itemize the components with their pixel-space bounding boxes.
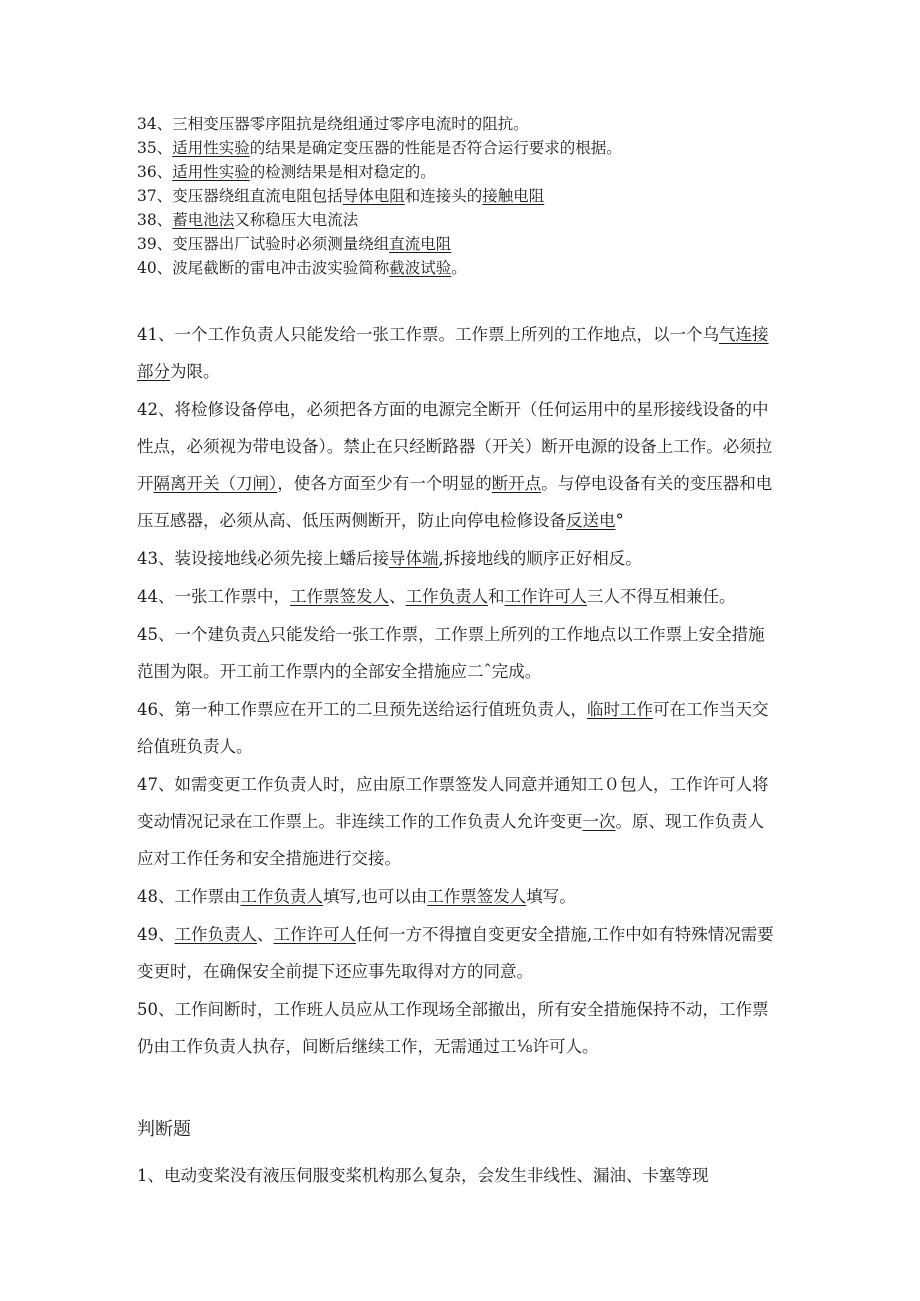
list-item: 50、工作间断时，工作班人员应从工作现场全部撤出，所有安全措施保持不动，工作票仍由工作负责人执存，间断后继续工作，无需通过工⅛许可人。 [137,1000,769,1056]
list-item: 47、如需变更工作负责人时，应由原工作票签发人同意并通知工０包人，工作许可人将变动情况记录在工作票上。非连续工作的工作负责人允许变更一次。原、现工作负责人应对工作任务和安全措施进行交接。 [137,775,769,868]
answer-term: 工作负责人 [240,887,323,906]
list-item: 43、装设接地线必须先接上蟠后接导体端,拆接地线的顺序正好相反。 [137,549,642,568]
answer-term: 截波试验 [389,259,452,277]
section-heading: 判断题 [137,1119,191,1140]
list-item: 35、适用性实验的结果是确定变压器的性能是否符合运行要求的根据。 [137,139,622,157]
answer-term: 工作票签发人 [290,587,389,606]
list-item: 34、三相变压器零序阻抗是绕组通过零序电流时的阻抗。 [137,115,529,133]
list-item: 40、波尾截断的雷电冲击波实验简称截波试验。 [137,259,467,277]
list-item: 42、将检修设备停电，必须把各方面的电源完全断开（任何运用中的星形接线设备的中性点，必须视为带电设备）。禁止在只经断路器（开关）断开电源的设备上工作。必须拉开隔离开关（刀闸），使各方面至少有一个明显的断开点。与停电设备有关的变压器和电压互感器，必须从高、低压两侧断开，防止向停电检修设备反送电° [137,400,773,530]
answer-term: 工作负责人 [405,587,488,606]
answer-term: 一次 [582,812,616,831]
answer-term: 断开点 [491,474,542,493]
answer-term: 反送电 [566,511,616,530]
list-item: 49、工作负责人、工作许可人任何一方不得擅自变更安全措施,工作中如有特殊情况需要变更时，在确保安全前提下还应事先取得对方的同意。 [137,925,774,981]
answer-term: 直流电阻 [389,235,452,253]
answer-term: 隔离开关（刀闸） [153,474,278,493]
answer-term: 工作负责人 [174,925,257,944]
answer-term: 导体端 [389,549,439,568]
answer-list-41-50 [137,316,777,1066]
list-item: 45、一个建负责△只能发给一张工作票，工作票上所列的工作地点以工作票上安全措施范围为限。开工前工作票内的全部安全措施应二ˆ完成。 [137,625,765,681]
list-item: 48、工作票由工作负责人填写,也可以由工作票签发人填写。 [137,887,576,906]
answer-term: 工作票签发人 [427,887,527,906]
answer-list-34-40 [137,112,817,280]
list-item: 1、电动变桨没有液压伺服变桨机构那么复杂，会发生非线性、漏油、卡塞等现 [137,1166,709,1185]
answer-term: 临时工作 [587,700,653,719]
answer-term: 适用性实验 [172,163,250,181]
answer-term: 工作许可人 [273,925,356,944]
answer-term: 导体电阻 [342,187,405,205]
list-item: 37、变压器绕组直流电阻包括导体电阻和连接头的接触电阻 [137,187,545,205]
answer-term: 气连接部分 [137,325,769,381]
answer-term: 工作许可人 [504,587,587,606]
list-item: 39、变压器出厂试验时必须测量绕组直流电阻 [137,235,452,253]
answer-term: 接触电阻 [482,187,545,205]
list-item: 44、一张工作票中，工作票签发人、工作负责人和工作许可人三人不得互相兼任。 [137,587,736,606]
list-item: 46、第一种工作票应在开工的二旦预先送给运行值班负责人，临时工作可在工作当天交给值班负责人。 [137,700,769,756]
list-item: 38、蓄电池法又称稳压大电流法 [137,211,359,229]
answer-term: 蓄电池法 [172,211,235,229]
list-item: 36、适用性实验的检测结果是相对稳定的。 [137,163,436,181]
list-item: 41、一个工作负责人只能发给一张工作票。工作票上所列的工作地点，以一个乌气连接部分为限。 [137,325,769,381]
answer-term: 适用性实验 [172,139,250,157]
